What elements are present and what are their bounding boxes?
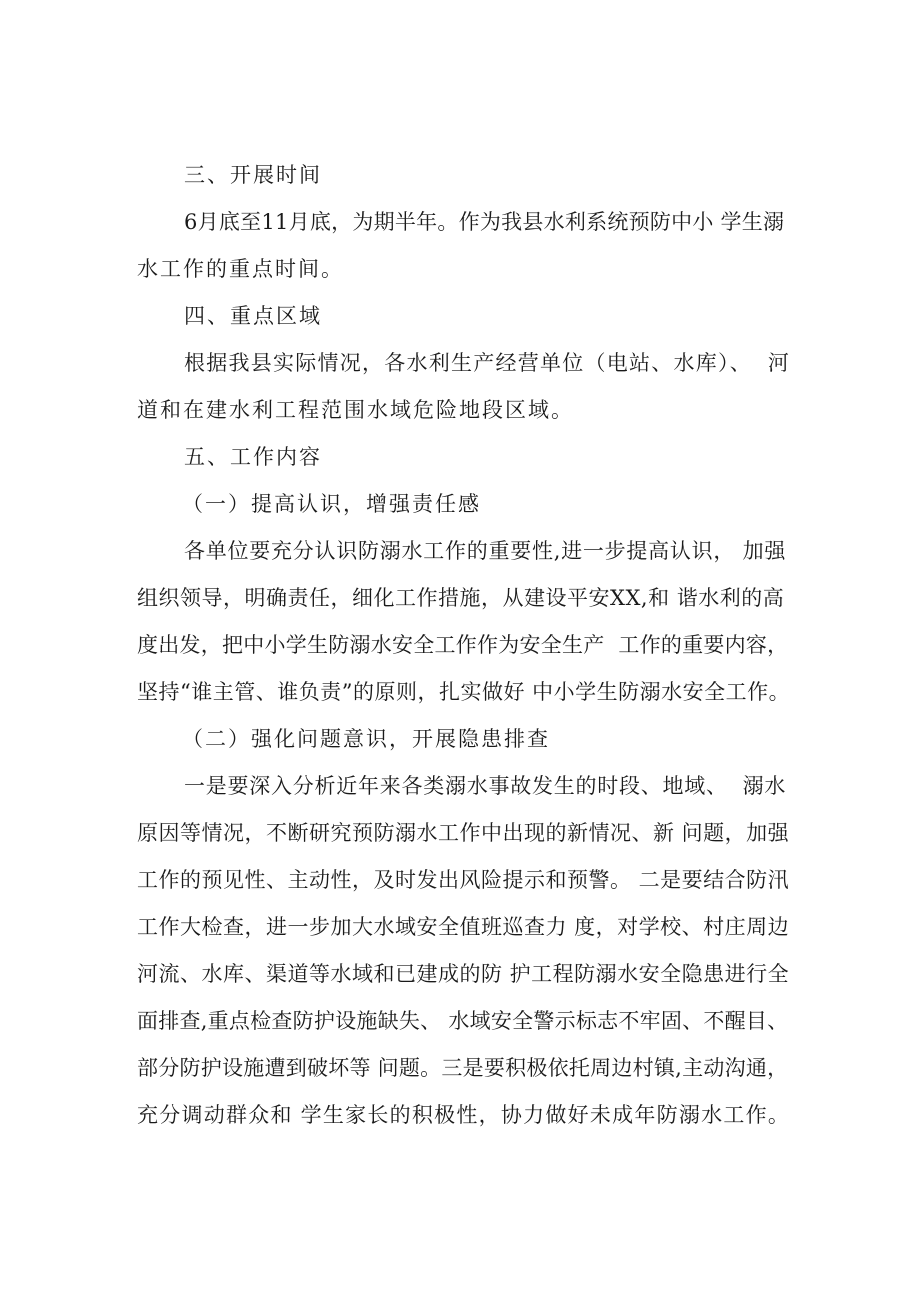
paragraph-area-line-1: 根据我县实际情况，各水利生产经营单位（电站、水库）、 河 xyxy=(184,351,791,375)
paragraph-hazard-line-5: 河流、水库、渠道等水域和已建成的防 护工程防溺水安全隐患进行全 xyxy=(137,962,790,986)
paragraph-timing-line-1: 6月底至11月底，为期半年。作为我县水利系统预防中小 学生溺 xyxy=(184,210,785,234)
paragraph-timing-line-2: 水工作的重点时间。 xyxy=(137,257,344,281)
section-heading-timing: 三、开展时间 xyxy=(184,163,322,187)
paragraph-hazard-line-8: 充分调动群众和 学生家长的积极性，协力做好未成年防溺水工作。 xyxy=(137,1103,791,1127)
paragraph-awareness-line-3: 度出发，把中小学生防溺水安全工作作为安全生产 工作的重要内容， xyxy=(137,633,789,657)
paragraph-area-line-2: 道和在建水利工程范围水域危险地段区域。 xyxy=(137,398,574,422)
section-heading-area: 四、重点区域 xyxy=(184,304,322,328)
paragraph-hazard-line-4: 工作大检查，进一步加大水域安全值班巡查力 度，对学校、村庄周边 xyxy=(137,915,790,939)
paragraph-awareness-line-2: 组织领导，明确责任，细化工作措施，从建设平安XX,和 谐水利的高 xyxy=(137,586,785,610)
paragraph-hazard-line-7: 部分防护设施遭到破坏等 问题。三是要积极依托周边村镇,主动沟通， xyxy=(137,1056,789,1080)
paragraph-hazard-line-1: 一是要深入分析近年来各类溺水事故发生的时段、地域、 溺水 xyxy=(184,774,787,798)
paragraph-hazard-line-6: 面排查,重点检查防护设施缺失、 水域安全警示标志不牢固、不醒目、 xyxy=(137,1009,789,1033)
subheading-hazard-check: （二）强化问题意识，开展隐患排查 xyxy=(182,727,550,751)
subheading-awareness: （一）提高认识，增强责任感 xyxy=(182,492,481,516)
paragraph-hazard-line-3: 工作的预见性、主动性，及时发出风险提示和预警。 二是要结合防汛 xyxy=(137,868,790,892)
paragraph-awareness-line-4: 坚持“谁主管、谁负责”的原则，扎实做好 中小学生防溺水安全工作。 xyxy=(137,680,791,704)
paragraph-hazard-line-2: 原因等情况，不断研究预防溺水工作中出现的新情况、新 问题，加强 xyxy=(137,821,790,845)
section-heading-content: 五、工作内容 xyxy=(184,445,322,469)
paragraph-awareness-line-1: 各单位要充分认识防溺水工作的重要性,进一步提高认识， 加强 xyxy=(184,539,787,563)
